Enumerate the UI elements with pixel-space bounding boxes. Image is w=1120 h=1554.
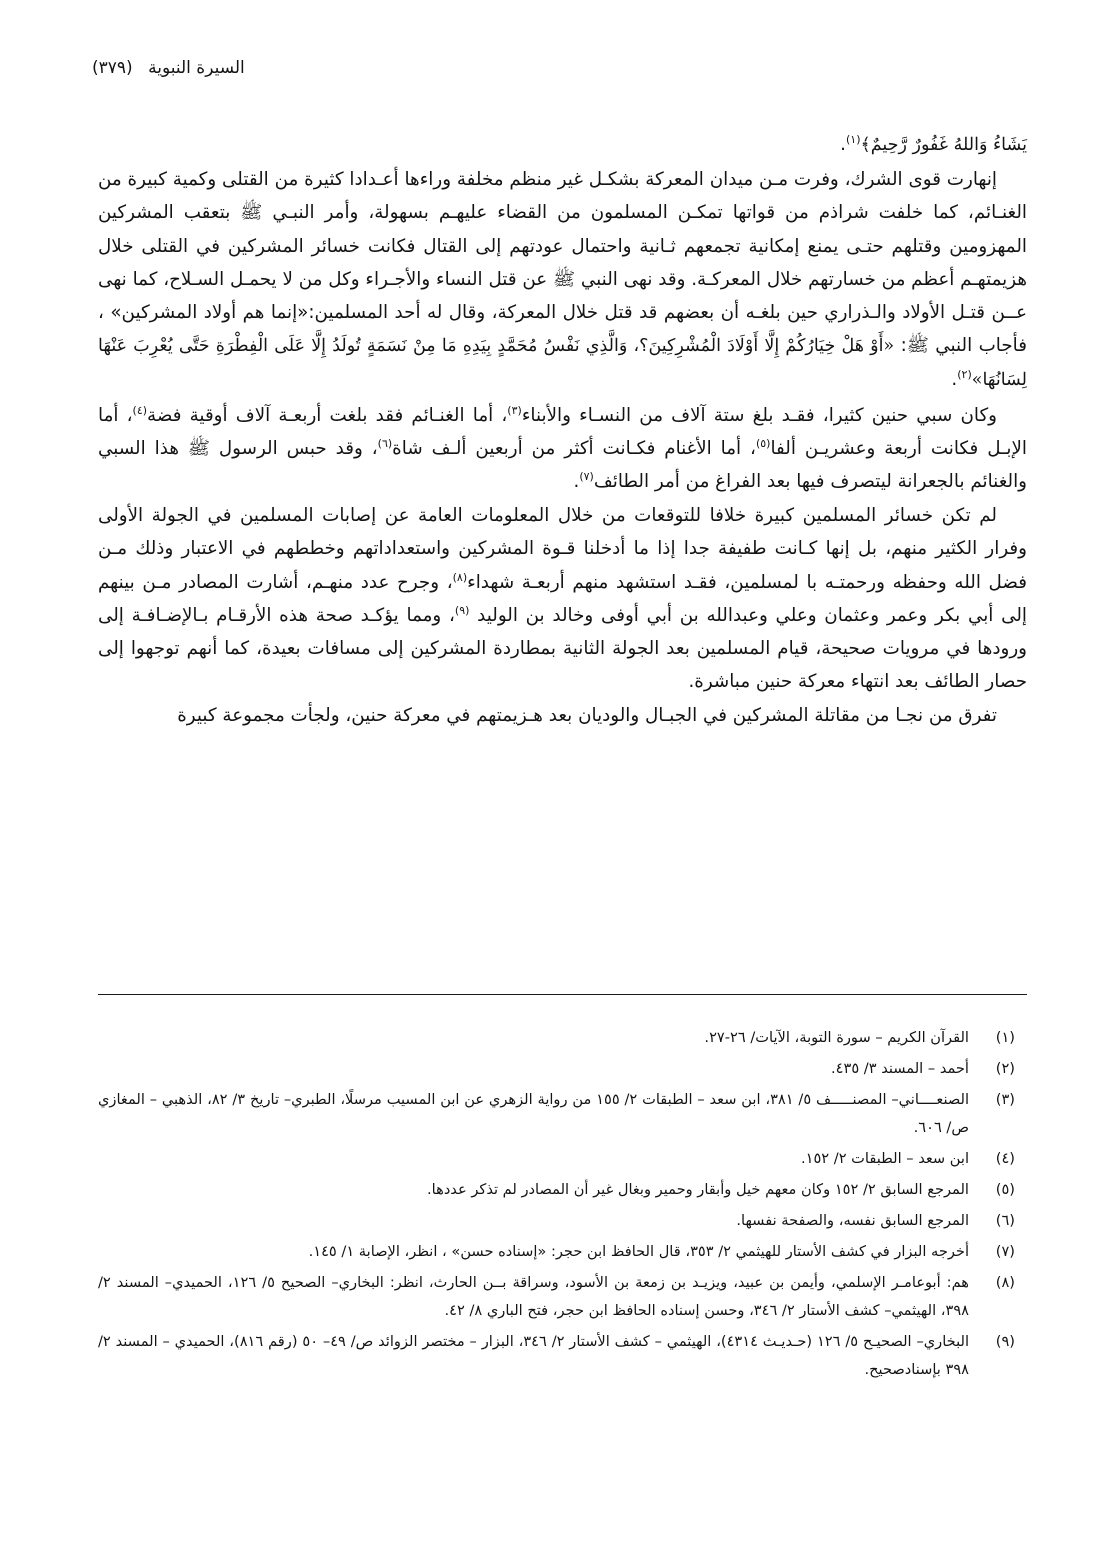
footnote-number: (١) — [995, 1029, 1015, 1046]
footnote-text: الصنعــــاني– المصنـــــف ٥/ ٣٨١، ابن سعد – الطبقات ٢/ ١٥٥ من رواية الزهري عن ابن المسيب مرسلًا، الطبري– تاريخ ٣/ ٨٢، الذهبي – المغازي ص/ ٦٠٦. — [98, 1091, 970, 1136]
footnote-number: (٧) — [995, 1243, 1015, 1260]
footnote-number: (٦) — [995, 1212, 1015, 1229]
footnote-item — [98, 1055, 1015, 1083]
footnote-text: المرجع السابق نفسه، والصفحة نفسها. — [736, 1212, 969, 1229]
footnote-text: ابن سعد – الطبقات ٢/ ١٥٢. — [800, 1150, 969, 1167]
paragraph-losses — [98, 499, 1027, 698]
footnote-number: (٨) — [995, 1274, 1015, 1291]
paragraph-end: . — [573, 471, 580, 493]
footnote-text: هم: أبوعامـر الإسلمي، وأيمن بن عبيد، ويزيـد بن زمعة بن الأسود، وسراقة بــن الحارث، انظر: البخاري– الصحيح ٥/ ١٢٦، الحميدي– المسند ٢/ ٣٩٨، الهيثمي– كشف الأستار ٢/ ٣٤٦، وحسن إسناده الحافظ ابن حجر، فتح الباري ٨/ ٤٢. — [98, 1274, 969, 1319]
paragraph-losses-text-2: ، وجرح عدد منهـم، أشارت المصادر مـن بينهم إلى أبي بكر وعمر وعثمان وعلي وعبدالله بن أبي أوفى وخالد بن الوليد — [98, 571, 1027, 626]
running-header — [92, 58, 292, 78]
footnote-item — [98, 1328, 1015, 1384]
paragraph-dispersal: تفرق من نجـا من مقاتلة المشركين في الجبـال والوديان بعد هـزيمتهم في معركة حنين، ولجأت مجموعة كبيرة — [177, 705, 997, 727]
footnote-number: (٣) — [995, 1091, 1015, 1108]
footnote-divider — [98, 994, 1027, 995]
footnote-item — [98, 1207, 1015, 1235]
paragraph-spoils-text-5: ، وقد حبس الرسول ﷺ هذا السبي والغنائم بالجعرانة ليتصرف فيها بعد الفراغ من أمر الطائف — [98, 437, 1027, 493]
paragraph-spoils-text-2: ، أما الغنـائم فقد بلغت أربعـة آلاف أوقية فضة — [147, 404, 508, 426]
footnote-text: القرآن الكريم – سورة التوبة، الآيات/ ٢٦-٢٧. — [704, 1029, 969, 1046]
paragraph-end: . — [951, 369, 958, 391]
paragraph-defeat-text: إنهارت قوى الشرك، وفرت مـن ميدان المعركة بشكـل غير منظم مخلفة وراءها أعـدادا كثيرة من القتلى وكمية كبيرة من الغنـائم، كما خلفت شراذم من قواتها تمكـن المسلمون من القضاء عليهـم بسهولة، وأمر النبـي ﷺ بتعقب المشركين المهزومين وقتلهم حتـى يمنع إمكانية تجمعهم ثـانية واحتمال عودتهم إلى القتال فكانت خسائر المشركين في القتلى خلال هزيمتهـم أعظم من خسارتهم خلال المعركـة. وقد نهى النبي ﷺ عن قتل النساء والأجـراء وكل من لا يحمـل السـلاح، كما نهى عــن قتـل الأولاد والـذراري حين بلغـه أن بعضهم قد قتل خلال المعركة، وقال له أحد المسلمين:«إنما هم أولاد المشركين» ، فأجاب النبي ﷺ: — [98, 169, 1027, 357]
footnote-ref: (٤) — [132, 403, 148, 417]
footnote-text: أخرجه البزار في كشف الأستار للهيثمي ٢/ ٣٥٣، قال الحافظ ابن حجر: «إسناده حسن» ، انظر، الإصابة ١/ ١٤٥. — [308, 1243, 969, 1260]
footnote-number: (٤) — [995, 1150, 1015, 1167]
verse-end: . — [840, 134, 846, 155]
footnote-ref: (٨) — [452, 570, 468, 584]
paragraph-losses-text-1: لم تكن خسائر المسلمين كبيرة خلافا للتوقعات من خلال المعلومات العامة عن إصابات المسلمين في الجولة الأولى وفرار الكثير منهم، بل إنها كـانت طفيفة جدا إذا ما أدخلنا قـوة المشركين واستعداداتهم وخططهم في الاعتبار وذلك مـن فضل الله وحفظه ورحمتـه با لمسلمين، فقـد استشهد منهم أربعـة شهداء — [98, 505, 1027, 593]
footnote-ref: (١) — [845, 132, 861, 146]
footnote-ref: (٢) — [957, 368, 972, 382]
footnote-ref: (٥) — [755, 436, 771, 450]
paragraph-spoils — [98, 399, 1027, 499]
footnote-text: المرجع السابق ٢/ ١٥٢ وكان معهم خيل وأبقار وحمير وبغال غير أن المصادر لم تذكر عددها. — [427, 1181, 969, 1198]
footnote-number: (٢) — [995, 1060, 1015, 1077]
footnote-number: (٥) — [995, 1181, 1015, 1198]
main-text — [98, 128, 1027, 733]
paragraph-verse — [98, 128, 1027, 162]
footnote-item — [98, 1024, 1015, 1052]
footnote-ref: (٧) — [579, 469, 594, 483]
footnote-ref: (٦) — [377, 436, 393, 450]
footnote-ref: (٣) — [507, 403, 522, 417]
footnote-item — [98, 1238, 1015, 1266]
paragraph-spoils-text-1: وكان سبي حنين كثيرا، فقـد بلغ ستة آلاف من النسـاء والأبناء — [521, 404, 997, 426]
footnote-text: أحمد – المسند ٣/ ٤٣٥. — [831, 1060, 969, 1077]
footnote-text: البخاري– الصحيـح ٥/ ١٢٦ (حـديـث ٤٣١٤)، الهيثمي – كشف الأستار ٢/ ٣٤٦، البزار – مختصر الزوائد ص/ ٤٩– ٥٠ (رقم ٨١٦)، الحميدي – المسند ٢/ ٣٩٨ بإسنادصحيح. — [98, 1333, 969, 1378]
quran-verse: يَشَاءُ وَاللهُ غَفُورٌ رَّحِيمٌ﴾ — [860, 135, 1027, 155]
footnotes-list — [98, 1024, 1015, 1387]
footnote-item — [98, 1145, 1015, 1173]
footnote-ref: (٩) — [454, 603, 470, 617]
footnote-item — [98, 1086, 1015, 1142]
paragraph-defeat — [98, 163, 1027, 397]
footnote-number: (٩) — [995, 1333, 1015, 1350]
footnote-item — [98, 1176, 1015, 1204]
paragraph-spoils-text-4: ، أما الأغنام فكـانت أكثر من أربعين ألـف شاة — [392, 437, 756, 459]
paragraph-losses-text-3: ، ومما يؤكـد صحة هذه الأرقـام بـالإضـافـة إلى ورودها في مرويات صحيحة، قيام المسلمين بعد الجولة الثانية بمطاردة المشركين إلى مسافات بعيدة، كما أنهم توجهوا إلى حصار الطائف بعد انتهاء معركة حنين مباشرة. — [98, 604, 1027, 693]
page-number: (٣٧٩) — [92, 58, 133, 78]
footnote-item — [98, 1269, 1015, 1325]
running-title: السيرة النبوية — [148, 58, 245, 78]
hadith-quote: «أَوْ هَلْ خِيَارُكُمْ إِلَّا أَوْلَادَ الْمُشْرِكِينَ؟، وَالَّذِي نَفْسُ مُحَمَّدٍ بِيَدِهِ مَا مِنْ نَسَمَةٍ تُولَدُ إِلَّا عَلَى الْفِطْرَةِ حَتَّى يُعْرِبَ عَنْهَا لِسَانُهَا» — [98, 336, 1027, 391]
paragraph-spoils-text-3: ، أما الإبـل فكانت أربعة وعشريـن ألفا — [98, 404, 1027, 459]
